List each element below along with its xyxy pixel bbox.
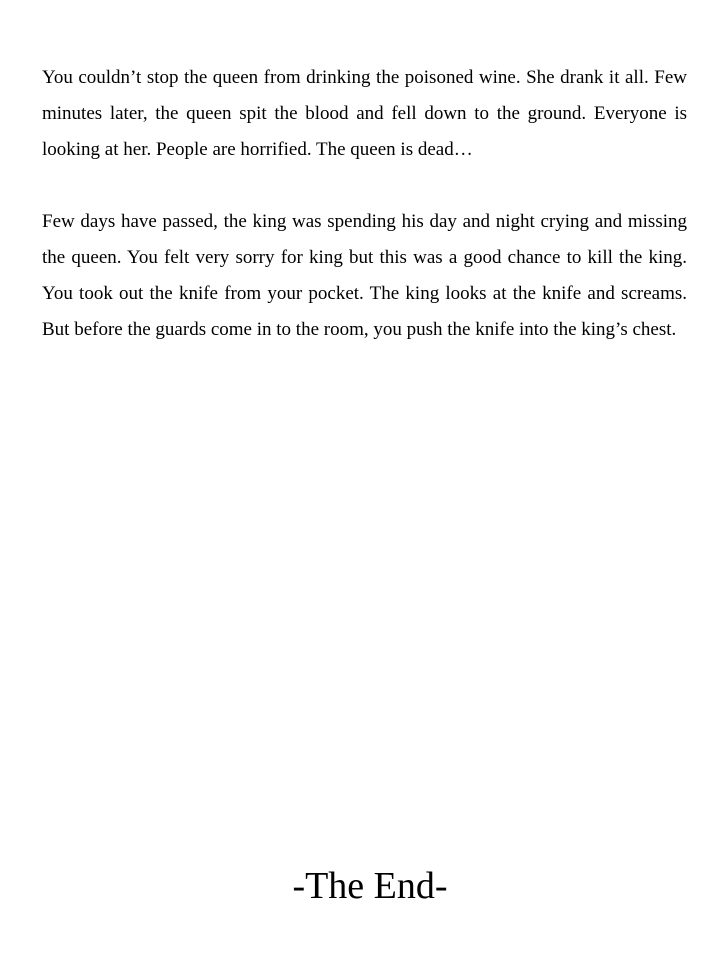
story-body: [42, 60, 687, 348]
story-paragraph-2: Few days have passed, the king was spending his day and night crying and missing the queen. You felt very sorry for king but this was a good chance to kill the king. You took out the knife from your pocket. The king looks at the knife and screams. But before the guards come in to the room, you push the knife into the king’s chest.: [42, 211, 687, 340]
ending-title: -The End-: [292, 865, 448, 907]
story-paragraph-1: You couldn’t stop the queen from drinking the poisoned wine. She drank it all. Few minutes later, the queen spit the blood and fell down to the ground. Everyone is looking at her. People are horrified. The queen is dead…: [42, 67, 687, 160]
